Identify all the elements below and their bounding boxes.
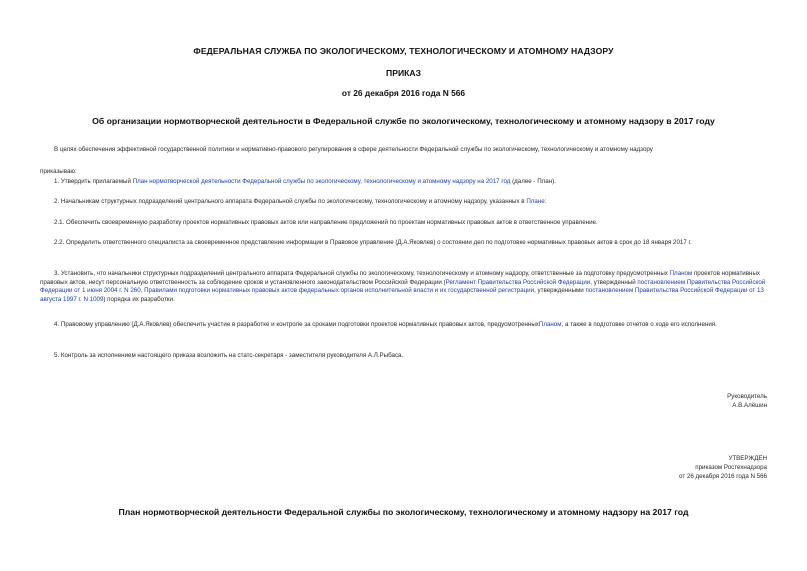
approval-block xyxy=(679,454,767,481)
signature-name: А.В.Алёшин xyxy=(732,402,767,409)
paragraph-3-text-a: 3. Установить, что начальники структурных подразделений центрального аппарата Федеральной службы по экологическому, технологическому и атомному надзору, ответственные за подготовку предусмотренных xyxy=(54,270,670,277)
signature-role: Руководитель xyxy=(727,393,767,400)
paragraph-5: 5. Контроль за исполнением настоящего приказа возложить на статс-секретаря - заместителя руководителя А.Л.Рыбаса. xyxy=(54,352,404,359)
paragraph-2-1: 2.1. Обеспечить своевременную разработку проектов нормативных правовых актов или направление предложений по проектам нормативных правовых актов в ответственное управление. xyxy=(54,219,598,226)
paragraph-4-tail: , а также в подготовке отчетов о ходе его исполнения. xyxy=(561,321,717,328)
paragraph-4-text: 4. Правовому управлению (Д.А.Яковлев) обеспечить участие в разработке и контроле за сроками подготовки проектов нормативных правовых актов, предусмотренных xyxy=(54,321,539,328)
paragraph-3-text-b: проектов нормативных правовых актов, несут персональную ответственность за соблюдение сроков и установленного законодательством Российской Федерации ( xyxy=(40,270,761,286)
paragraph-3-text-f: ) порядка их разработки. xyxy=(103,296,175,304)
plan-link-4[interactable]: Планом xyxy=(538,321,562,328)
paragraph-2-text: 2. Начальникам структурных подразделений центрального аппарата Федеральной службы по экологическому, технологическому и атомному надзору, указанных в xyxy=(54,198,527,205)
agency-heading: ФЕДЕРАЛЬНАЯ СЛУЖБА ПО ЭКОЛОГИЧЕСКОМУ, ТЕХНОЛОГИЧЕСКОМУ И АТОМНОМУ НАДЗОРУ xyxy=(193,46,614,56)
doc-date-line: от 26 декабря 2016 года N 566 xyxy=(341,88,466,98)
plan-title: План нормотворческой деятельности Федеральной службы по экологическому, технологическому и атомному надзору на 2017 год xyxy=(118,507,689,517)
paragraph-4 xyxy=(40,321,770,330)
paragraph-3-text-d: , xyxy=(140,287,145,295)
paragraph-2 xyxy=(40,198,770,207)
paragraph-1 xyxy=(40,178,770,187)
plan-link-2[interactable]: Плане xyxy=(526,198,545,205)
paragraph-3-text-e: , утвержденными xyxy=(534,287,586,295)
paragraph-2-tail: : xyxy=(544,198,547,205)
rules-link[interactable]: Правилами подготовки нормативных правовых актов федеральных органов исполнительной власти и их государственной регистрации xyxy=(144,287,535,295)
paragraph-1-text: 1. Утвердить прилагаемый xyxy=(54,178,133,185)
signature-block xyxy=(727,392,767,410)
paragraph-3 xyxy=(40,270,770,305)
plan-link[interactable]: План нормотворческой деятельности Федеральной службы по экологическому, технологическому и атомному надзору на 2017 год xyxy=(132,178,511,185)
order-word: приказываю: xyxy=(40,168,77,175)
decree-260-link[interactable]: постановлением Правительства Российской Федерации от 1 июня 2004 г. N 260 xyxy=(40,278,766,295)
approval-line-1: приказом Ростехнадзора xyxy=(695,464,767,471)
paragraph-1-tail: (далее - План). xyxy=(510,178,556,185)
preamble: В целях обеспечения эффективной государственной политики и нормативно-правового регулирования в сфере деятельности Федеральной службы по экологическому, технологическому и атомному надзору xyxy=(54,146,653,153)
doc-subject: Об организации нормотворческой деятельности в Федеральной службе по экологическому, технологическому и атомному надзору в 2017 году xyxy=(92,116,715,126)
approval-line-2: от 26 декабря 2016 года N 566 xyxy=(679,473,767,480)
paragraph-3-text-c: , утвержденный xyxy=(590,278,638,286)
regulation-link[interactable]: Регламент Правительства Российской Федерации xyxy=(445,278,591,286)
plan-link-3[interactable]: Планом xyxy=(669,270,693,277)
doc-type-heading: ПРИКАЗ xyxy=(386,68,421,78)
approval-title: УТВЕРЖДЕН xyxy=(728,455,767,462)
paragraph-2-2: 2.2. Определить ответственного специалиста за своевременное представление информации в Правовое управление (Д.А.Яковлев) о состоянии дел по подготовке нормативных правовых актов в срок до 18 января 2017 г. xyxy=(54,239,692,246)
decree-1009-link[interactable]: постановлением Правительства Российской Федерации от 13 августа 1997 г. N 1009 xyxy=(40,287,764,304)
